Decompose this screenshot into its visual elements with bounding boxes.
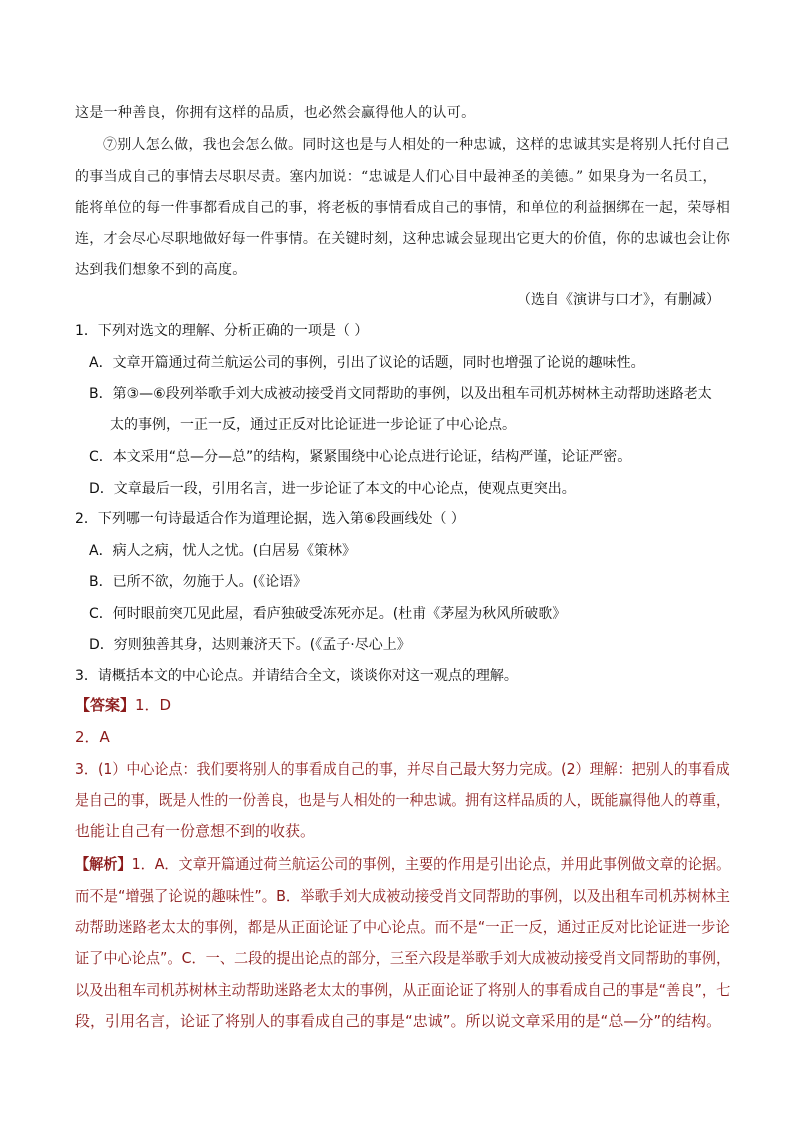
question-1: 1．下列对选文的理解、分析正确的一项是（ ）	[75, 323, 369, 339]
analysis-line: 证了中心论点”。C．一、二段的提出论点的部分，三至六段是举歌手刘大成被动接受肖文同帮助的事例，	[75, 949, 731, 967]
analysis-line: 1．A．文章开篇通过荷兰航运公司的事例，主要的作用是引出论点，并用此事例做文章的论据。	[131, 855, 731, 873]
passage-paragraph-7: ⑦别人怎么做，我也会怎么做。同时这也是与人相处的一种忠诚，这样的忠诚其实是将别人托付自己	[103, 137, 730, 153]
question-2-option-c: C．何时眼前突兀见此屋，看庐独破受冻死亦足。(杜甫《茅屋为秋风所破歌》	[89, 606, 567, 622]
question-2-option-a: A．病人之病，忧人之忧。(白居易《策林》	[89, 543, 357, 559]
answer-3-line: 是自己的事，既是人性的一份善良，也是与人相处的一种忠诚。拥有这样品质的人，既能赢得他人的尊重，	[75, 791, 730, 809]
analysis-line: 以及出租车司机苏树林主动帮助迷路老太太的事例，从正面论证了将别人的事看成自己的事是“善良”，七	[75, 981, 731, 999]
answer-3-line: 也能让自己有一份意想不到的收获。	[75, 822, 316, 840]
passage-line: 能将单位的每一件事都看成自己的事，将老板的事情看成自己的事情，和单位的利益捆绑在一起，荣辱相	[75, 200, 731, 216]
analysis-line: 动帮助迷路老太太的事例，都是从正面论证了中心论点。而不是“一正一反，通过正反对比论证进一步论	[75, 918, 730, 936]
question-2: 2．下列哪一句诗最适合作为道理论据，选入第⑥段画线处（ ）	[75, 511, 465, 527]
question-1-option-b: B．第③—⑥段列举歌手刘大成被动接受肖文同帮助的事例，以及出租车司机苏树林主动帮助迷路老太	[89, 386, 712, 402]
analysis-line: 而不是“增强了论说的趣味性”。B．举歌手刘大成被动接受肖文同帮助的事例，以及出租车司机苏树林主	[75, 887, 730, 905]
analysis-line: 段，引用名言，论证了将别人的事看成自己的事是“忠诚”。所以说文章采用的是“总—分”的结构。	[75, 1012, 722, 1030]
answer-3-line: 3．(1）中心论点：我们要将别人的事看成自己的事，并尽自己最大努力完成。(2）理解：把别人的事看成	[75, 760, 730, 778]
question-1-option-c: C．本文采用“总—分—总”的结构，紧紧围绕中心论点进行论证，结构严谨，论证严密。	[89, 449, 632, 465]
answer-1: 1．D	[135, 696, 172, 714]
question-2-option-d: D．穷则独善其身，达则兼济天下。(《孟子·尽心上》	[89, 637, 411, 653]
passage-line: 的事当成自己的事情去尽职尽责。塞内加说：“忠诚是人们心目中最神圣的美德。” 如果身为一名员工，	[75, 169, 717, 185]
answer-tag: 【答案】	[75, 696, 136, 714]
question-1-option-b-cont: 太的事例，一正一反，通过正反对比论证进一步论证了中心论点。	[110, 417, 516, 433]
passage-line: 这是一种善良，你拥有这样的品质，也必然会赢得他人的认可。	[75, 105, 476, 121]
question-2-option-b: B．已所不欲，勿施于人。(《论语》	[89, 574, 308, 590]
passage-line: 达到我们想象不到的高度。	[75, 262, 247, 278]
answer-block	[75, 694, 171, 715]
passage-source: （选自《演讲与口才》，有删减）	[517, 292, 720, 308]
question-3: 3．请概括本文的中心论点。并请结合全文，谈谈你对这一观点的理解。	[75, 668, 518, 684]
question-1-option-d: D．文章最后一段，引用名言，进一步论证了本文的中心论点，使观点更突出。	[89, 481, 576, 497]
analysis-tag: 【解析】	[75, 855, 132, 873]
answer-2: 2．A	[75, 728, 110, 746]
passage-line: 连，才会尽心尽职地做好每一件事情。在关键时刻，这种忠诚会显现出它更大的价值，你的忠诚也会让你	[75, 231, 731, 247]
analysis-block	[75, 853, 730, 874]
question-1-option-a: A．文章开篇通过荷兰航运公司的事例，引出了议论的话题，同时也增强了论说的趣味性。	[89, 355, 645, 371]
